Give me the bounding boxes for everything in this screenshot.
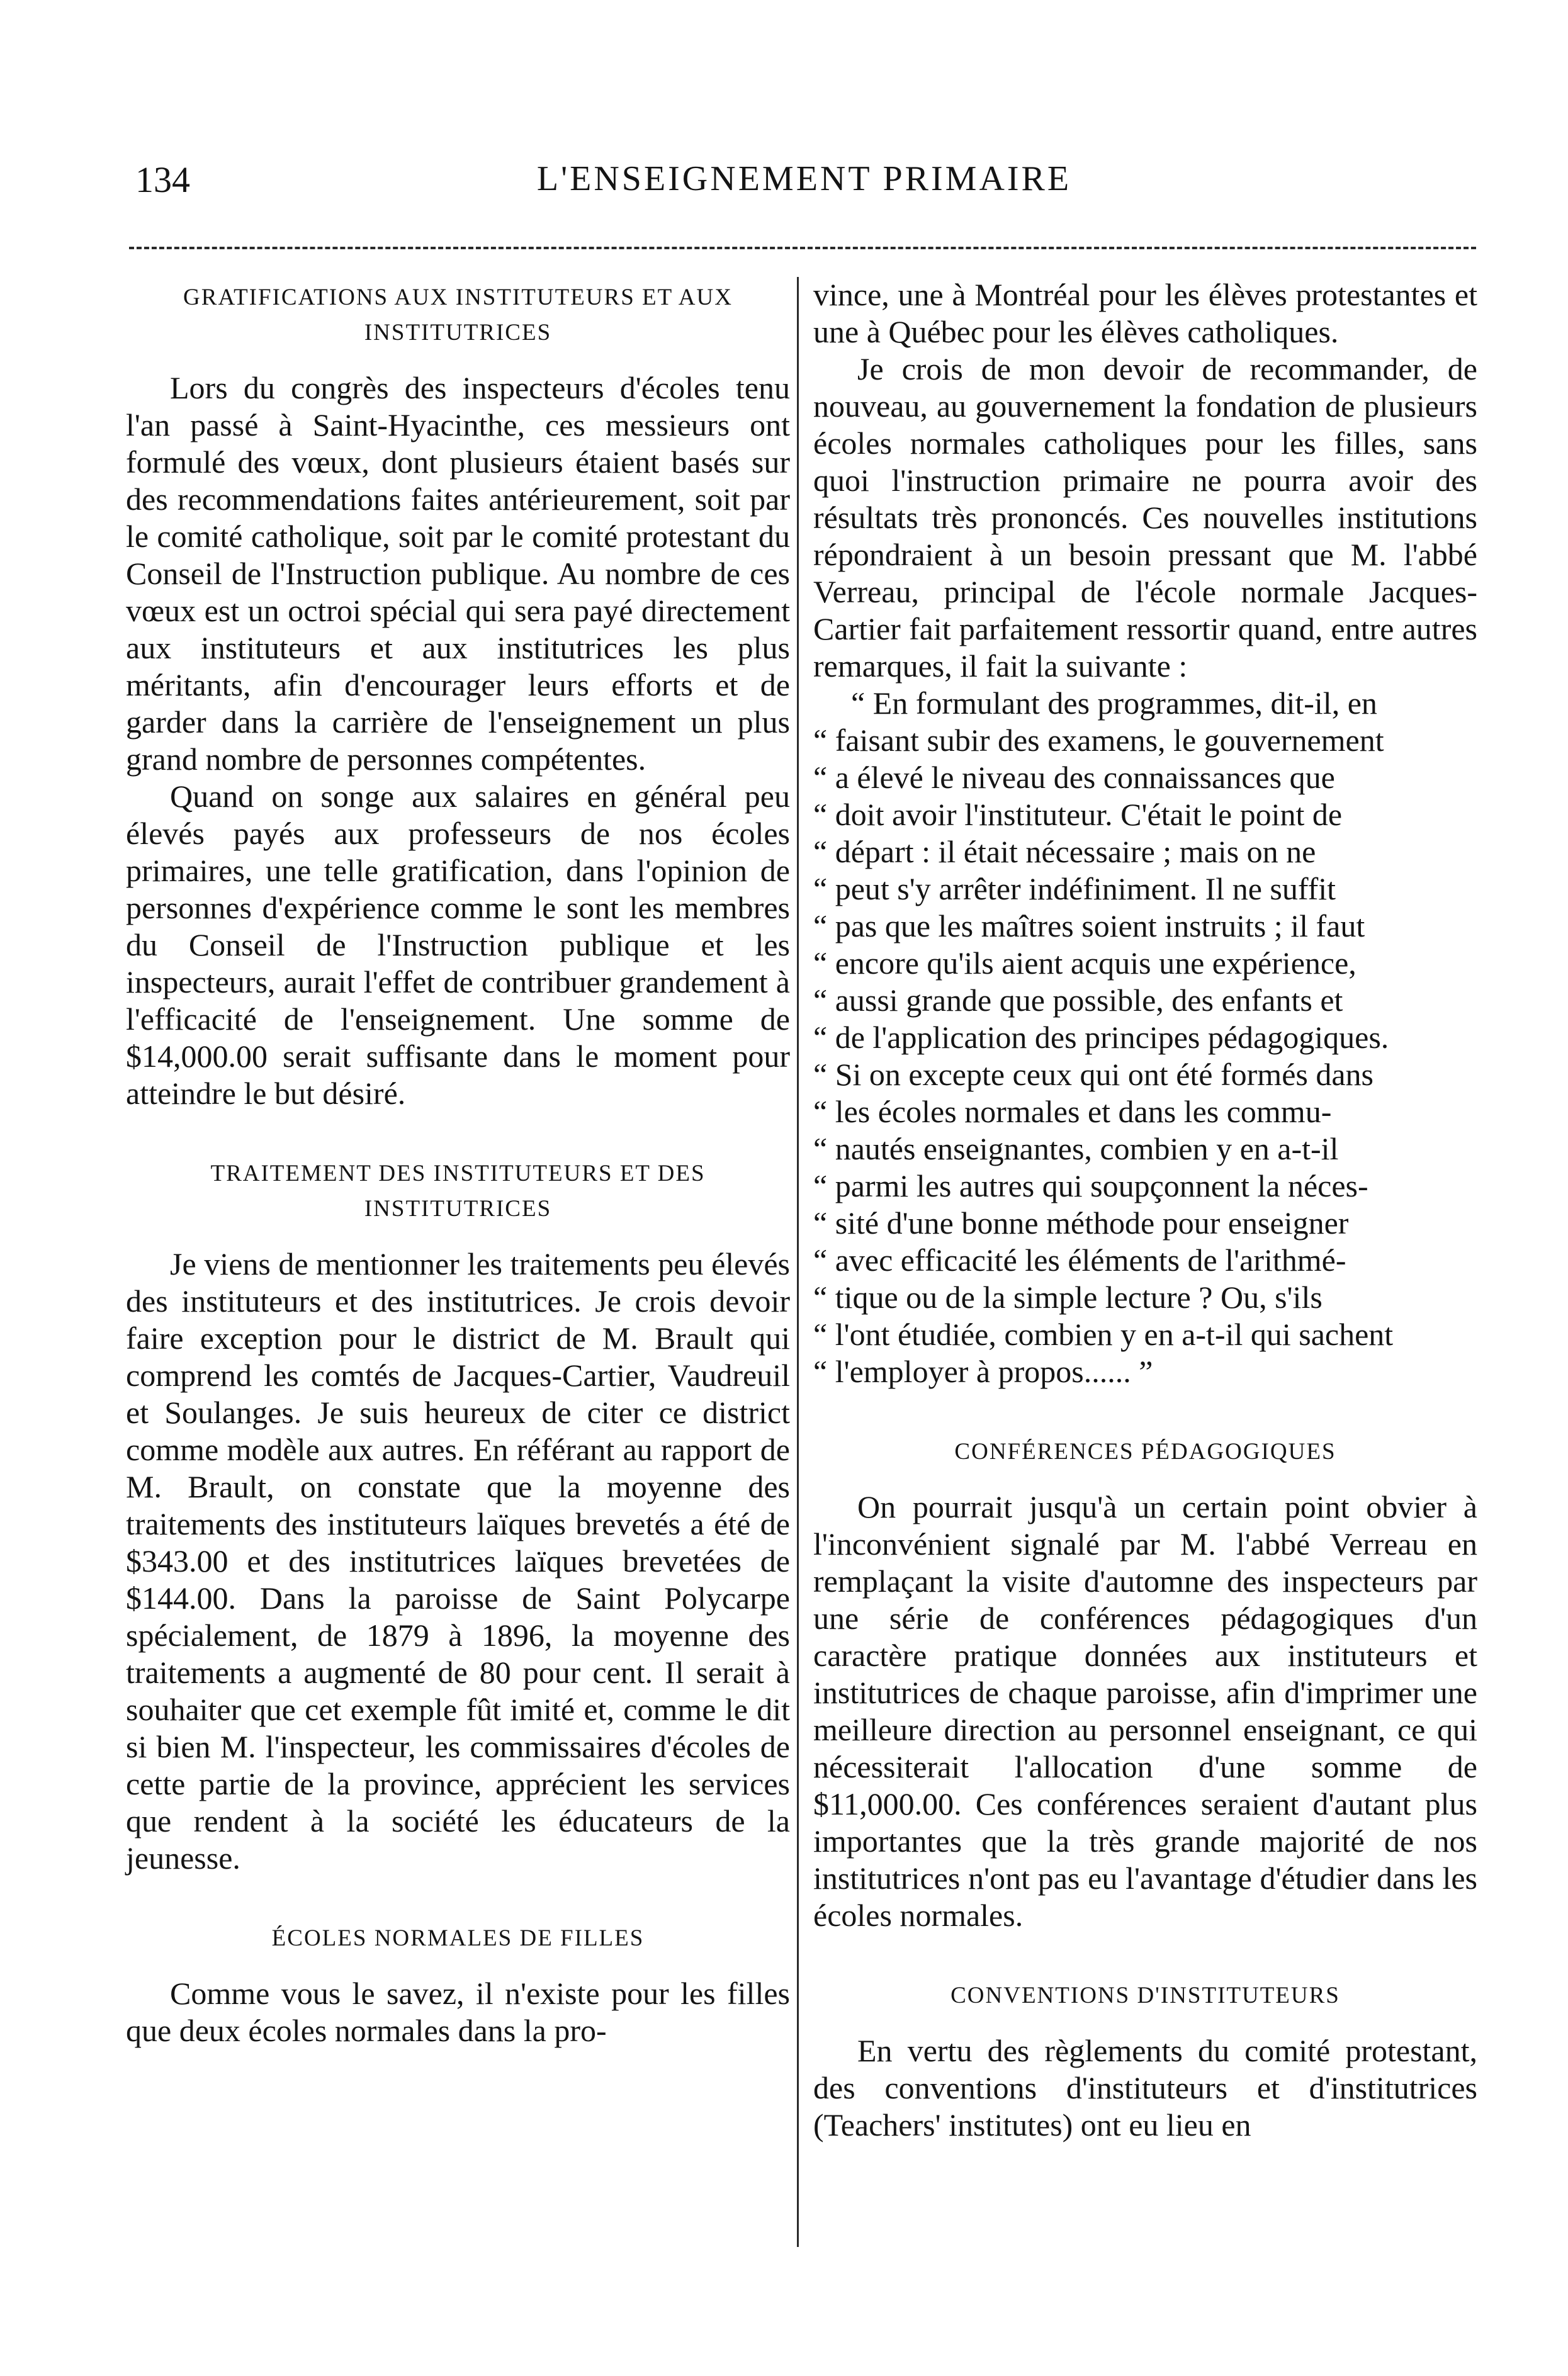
paragraph-traitements: Je viens de mentionner les traitements peu élevés des instituteurs et des institutrices. Je crois devoir faire exception pour le district de M. Brault qui comprend les comtés de Jacques-Cartier, Vaudreuil et Soulanges. Je suis heureux de citer ce district comme modèle aux autres. En référant au rapport de M. Brault, on constate que la moyenne des traitements des instituteurs laïques brevetés a été de $343.00 et des institutrices laïques brevetées de $144.00. Dans la paroisse de Saint Polycarpe spécialement, de 1879 à 1896, la moyenne des traitements a augmenté de 80 pour cent. Il serait à souhaiter que cet exemple fût imité et, comme le dit si bien M. l'inspecteur, les commissaires d'écoles de cette partie de la province, apprécient les services que rendent à la société les éducateurs de la jeunesse. xyxy=(126,1246,790,1876)
quote-line: “ avec efficacité les éléments de l'arithmé- xyxy=(813,1242,1346,1278)
section-heading-traitement: TRAITEMENT DES INSTITUTEURS ET DES INSTITUTRICES xyxy=(210,1161,706,1222)
quote-line: “ peut s'y arrêter indéfiniment. Il ne suffit xyxy=(813,871,1336,906)
quote-line: “ doit avoir l'instituteur. C'était le point de xyxy=(813,797,1343,832)
paragraph-ecoles-normales-start: Comme vous le savez, il n'existe pour les filles que deux écoles normales dans la pro- xyxy=(126,1976,790,2048)
paragraph-conferences: On pourrait jusqu'à un certain point obvier à l'inconvénient signalé par M. l'abbé Verreau en remplaçant la visite d'automne des inspecteurs par une série de conférences pédagogiques d'un caractère pratique données aux instituteurs et institutrices de chaque paroisse, afin d'imprimer une meilleure direction au personnel enseignant, ce qui nécessiterait l'allocation d'une somme de $11,000.00. Ces conférences seraient d'autant plus importantes que la très grande majorité de nos institutrices n'ont pas eu l'avantage d'étudier dans les écoles normales. xyxy=(813,1489,1477,1933)
column-divider xyxy=(797,277,799,2247)
quote-line: “ pas que les maîtres soient instruits ; il faut xyxy=(813,908,1365,943)
left-column xyxy=(126,280,790,2049)
quote-line: “ En formulant des programmes, dit-il, en xyxy=(851,685,1377,721)
quote-line: “ aussi grande que possible, des enfants et xyxy=(813,982,1343,1018)
quote-line: “ nautés enseignantes, combien y en a-t-il xyxy=(813,1131,1339,1166)
header-rule xyxy=(129,247,1476,249)
section-heading-ecoles-normales: ÉCOLES NORMALES DE FILLES xyxy=(271,1925,645,1951)
section-heading-conferences: CONFÉRENCES PÉDAGOGIQUES xyxy=(954,1439,1336,1465)
section-heading-conventions: CONVENTIONS D'INSTITUTEURS xyxy=(950,1983,1340,2008)
paragraph-salaires: Quand on songe aux salaires en général peu élevés payés aux professeurs de nos écoles primaires, une telle gratification, dans l'opinion de personnes d'expérience comme le sont les membres du Conseil de l'Instruction publique et les inspecteurs, aurait l'effet de contribuer grandement à l'efficacité de l'enseignement. Une somme de $14,000.00 serait suffisante dans le moment pour atteindre le but désiré. xyxy=(126,779,790,1111)
quote-line: “ parmi les autres qui soupçonnent la néces- xyxy=(813,1168,1368,1203)
quote-line: “ Si on excepte ceux qui ont été formés dans xyxy=(813,1057,1373,1092)
quote-line: “ sité d'une bonne méthode pour enseigner xyxy=(813,1205,1349,1241)
quote-line: “ de l'application des principes pédagogiques. xyxy=(813,1020,1389,1055)
paragraph-congres: Lors du congrès des inspecteurs d'écoles tenu l'an passé à Saint-Hyacinthe, ces messieurs ont formulé des vœux, dont plusieurs étaient basés sur des recommendations faites antérieurement, soit par le comité catholique, soit par le comité protestant du Conseil de l'Instruction publique. Au nombre de ces vœux est un octroi spécial qui sera payé directement aux instituteurs et aux institutrices les plus méritants, afin d'encourager leurs efforts et de garder dans la carrière de l'enseignement un plus grand nombre de personnes compétentes. xyxy=(126,370,790,777)
paragraph-conventions: En vertu des règlements du comité protestant, des conventions d'instituteurs et d'institutrices (Teachers' institutes) ont eu lieu en xyxy=(813,2033,1477,2142)
quote-line: “ tique ou de la simple lecture ? Ou, s'ils xyxy=(813,1280,1323,1315)
section-heading-gratifications: GRATIFICATIONS AUX INSTITUTEURS ET AUX INSTITUTRICES xyxy=(183,284,733,346)
quote-line: “ départ : il était nécessaire ; mais on ne xyxy=(813,834,1316,869)
running-title: L'ENSEIGNEMENT PRIMAIRE xyxy=(536,159,1072,198)
paragraph-ecoles-normales-cont: vince, une à Montréal pour les élèves protestantes et une à Québec pour les élèves catholiques. xyxy=(813,277,1477,349)
quote-line: “ l'employer à propos...... ” xyxy=(813,1354,1153,1389)
page-number: 134 xyxy=(135,159,190,200)
right-column xyxy=(813,277,1477,2144)
verreau-quote xyxy=(813,685,1477,1390)
paragraph-recommandation: Je crois de mon devoir de recommander, de nouveau, au gouvernement la fondation de plusieurs écoles normales catholiques pour les filles, sans quoi l'instruction primaire ne pourra avoir des résultats très prononcés. Ces nouvelles institutions répondraient à un besoin pressant que M. l'abbé Verreau, principal de l'école normale Jacques-Cartier fait parfaitement ressortir quand, entre autres remarques, il fait la suivante : xyxy=(813,351,1477,684)
quote-line: “ l'ont étudiée, combien y en a-t-il qui sachent xyxy=(813,1317,1394,1352)
quote-line: “ faisant subir des examens, le gouvernement xyxy=(813,723,1384,758)
quote-line: “ les écoles normales et dans les commu- xyxy=(813,1094,1332,1129)
quote-line: “ encore qu'ils aient acquis une expérience, xyxy=(813,945,1356,981)
page-header xyxy=(135,159,1473,222)
quote-line: “ a élevé le niveau des connaissances que xyxy=(813,760,1335,795)
